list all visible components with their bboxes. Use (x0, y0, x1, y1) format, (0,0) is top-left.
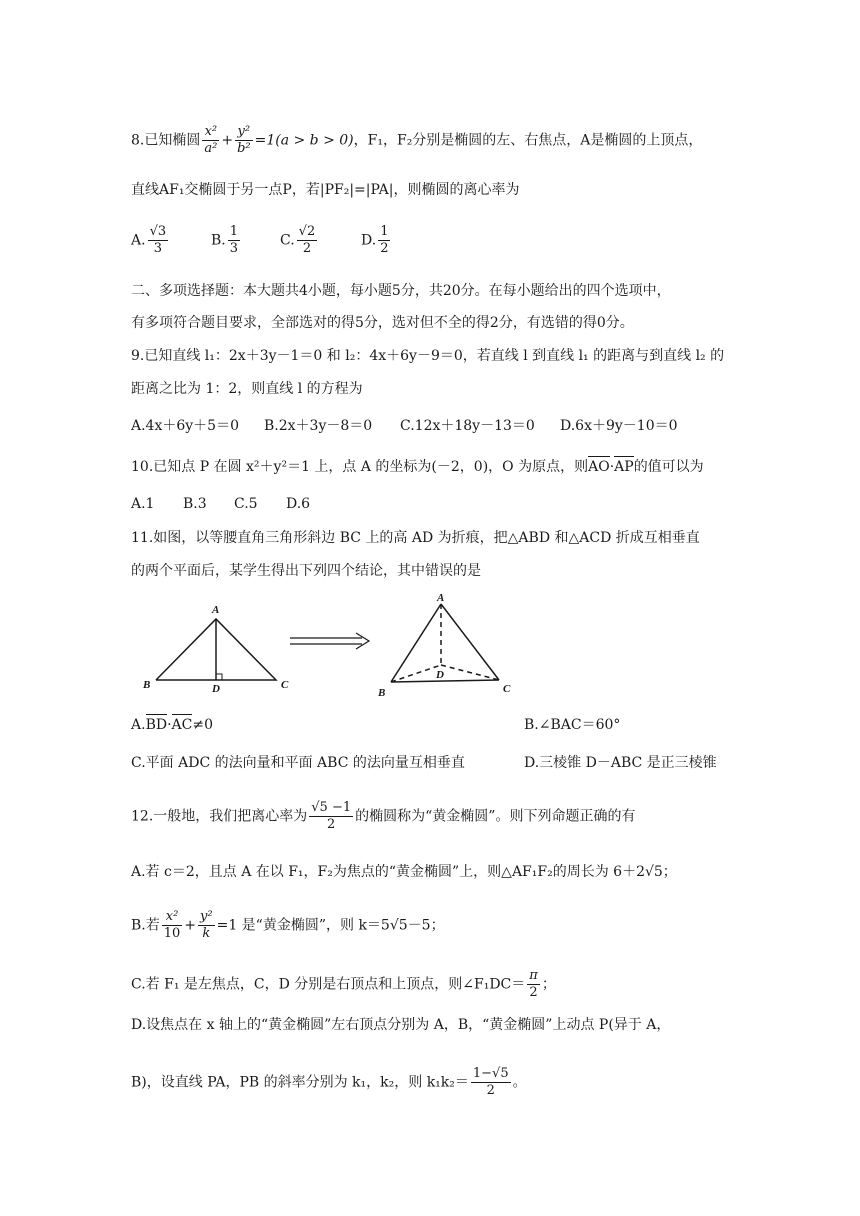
q12-option-a: A.若 c＝2，且点 A 在以 F₁，F₂为焦点的“黄金椭圆”上，则△AF₁F₂的周长为 6＋2√5； (131, 864, 677, 880)
q11-option-b: B.∠BAC＝60° (524, 717, 621, 733)
q8-option-c: C. $\frac{√2}{2}$ (280, 224, 316, 256)
q8-line1: 8.已知椭圆 $\frac{\text{x²}}{\text{a²}}$ + $\frac{\text{y²}}{\text{b²}}$ =1(a > b > 0)，F₁，F₂分别是椭圆的左、右焦点，A是椭圆的上顶点， (131, 124, 703, 156)
vector-ac: AC (171, 717, 193, 733)
q8-frac-y: $\frac{\text{y²}}{\text{b²}}$ (237, 124, 251, 156)
q8-eq-rest: =1(a > b > 0) (254, 132, 354, 149)
q8-prefix: 8.已知椭圆 (131, 132, 201, 149)
golden-ratio-fraction: $\frac{√5 -1}{2}$ (311, 800, 352, 832)
q11-figure (0, 592, 860, 702)
q12-option-c: C.若 F₁ 是左焦点，C，D 分别是右顶点和上顶点，则∠F₁DC＝ $\frac{\pi}{2}$ ； (131, 968, 556, 1000)
vector-ap: AP (614, 459, 634, 475)
q10-line1: 10.已知点 P 在圆 x²＋y²＝1 上，点 A 的坐标为(－2，0)，O 为原点，则AO·AP的值可以为 (131, 459, 704, 475)
label-d-right: D (436, 669, 444, 681)
q8-frac-x: $\frac{\text{x²}}{\text{a²}}$ (204, 124, 218, 156)
label-c-right: C (503, 683, 511, 695)
q12-line1: 12.一般地，我们把离心率为 $\frac{√5 -1}{2}$ 的椭圆称为“黄金椭圆”。则下列命题正确的有 (131, 800, 636, 832)
q9-option-d: D.6x＋9y－10＝0 (560, 418, 678, 434)
q9-line2: 距离之比为 1：2，则直线 l 的方程为 (131, 381, 363, 397)
q11-option-a: A.BD·AC≠0 (131, 717, 213, 733)
isosceles-right-triangle (156, 619, 276, 680)
label-a-left: A (212, 604, 220, 616)
q10-option-b: B.3 (183, 496, 207, 512)
q8-option-a: A. $\frac{√3}{3}$ (131, 224, 167, 256)
q11-line2: 的两个平面后，某学生得出下列四个结论，其中错误的是 (131, 563, 481, 579)
label-b-left: B (143, 679, 151, 691)
q8-line2: 直线AF₁交椭圆于另一点P，若|PF₂|=|PA|，则椭圆的离心率为 (131, 182, 520, 198)
q8-text1: ，F₁，F₂分别是椭圆的左、右焦点，A是椭圆的上顶点， (353, 132, 703, 149)
q10-option-a: A.1 (131, 496, 155, 512)
section2-line2: 有多项符合题目要求，全部选对的得5分，选对但不全的得2分，有选错的得0分。 (131, 315, 634, 331)
section2-line1: 二、多项选择题：本大题共4小题，每小题5分，共20分。在每小题给出的四个选项中， (131, 283, 671, 299)
label-b-right: B (378, 687, 386, 699)
q8-option-b: B. $\frac{1}{3}$ (211, 224, 239, 256)
vector-ao: AO (588, 459, 610, 475)
arrow-icon (290, 633, 369, 649)
triangular-pyramid (391, 604, 499, 682)
q11-option-d: D.三棱锥 D－ABC 是正三棱锥 (524, 755, 717, 771)
label-a-right: A (437, 592, 445, 604)
q11-option-c: C.平面 ADC 的法向量和平面 ABC 的法向量互相垂直 (131, 755, 465, 771)
label-c-left: C (281, 679, 289, 691)
q12-option-d-line2: B)，设直线 PA，PB 的斜率分别为 k₁，k₂，则 k₁k₂＝ $\frac{1-√5}{2}$ 。 (131, 1066, 527, 1098)
q9-line1: 9.已知直线 l₁：2x＋3y－1＝0 和 l₂：4x＋6y－9＝0，若直线 l 到直线 l₁ 的距离与到直线 l₂ 的 (131, 348, 725, 364)
q12-option-b: B.若 $\frac{\text{x²}}{10}$ + $\frac{\text{y²}}{k}$ =1 是“黄金椭圆”，则 k＝5√5－5； (131, 909, 445, 941)
q9-option-b: B.2x＋3y－8＝0 (264, 418, 373, 434)
vector-bd: BD (145, 717, 168, 733)
label-d-left: D (212, 683, 220, 695)
q9-option-c: C.12x＋18y－13＝0 (400, 418, 535, 434)
q8-option-d: D. $\frac{1}{2}$ (361, 224, 389, 256)
q10-option-c: C.5 (234, 496, 258, 512)
q12-option-d-line1: D.设焦点在 x 轴上的“黄金椭圆”左右顶点分别为 A，B，“黄金椭圆”上动点 P(异于 A， (131, 1017, 671, 1033)
q11-line1: 11.如图，以等腰直角三角形斜边 BC 上的高 AD 为折痕，把△ABD 和△ACD 折成互相垂直 (131, 530, 700, 546)
q10-option-d: D.6 (286, 496, 311, 512)
q9-option-a: A.4x＋6y＋5＝0 (131, 418, 239, 434)
